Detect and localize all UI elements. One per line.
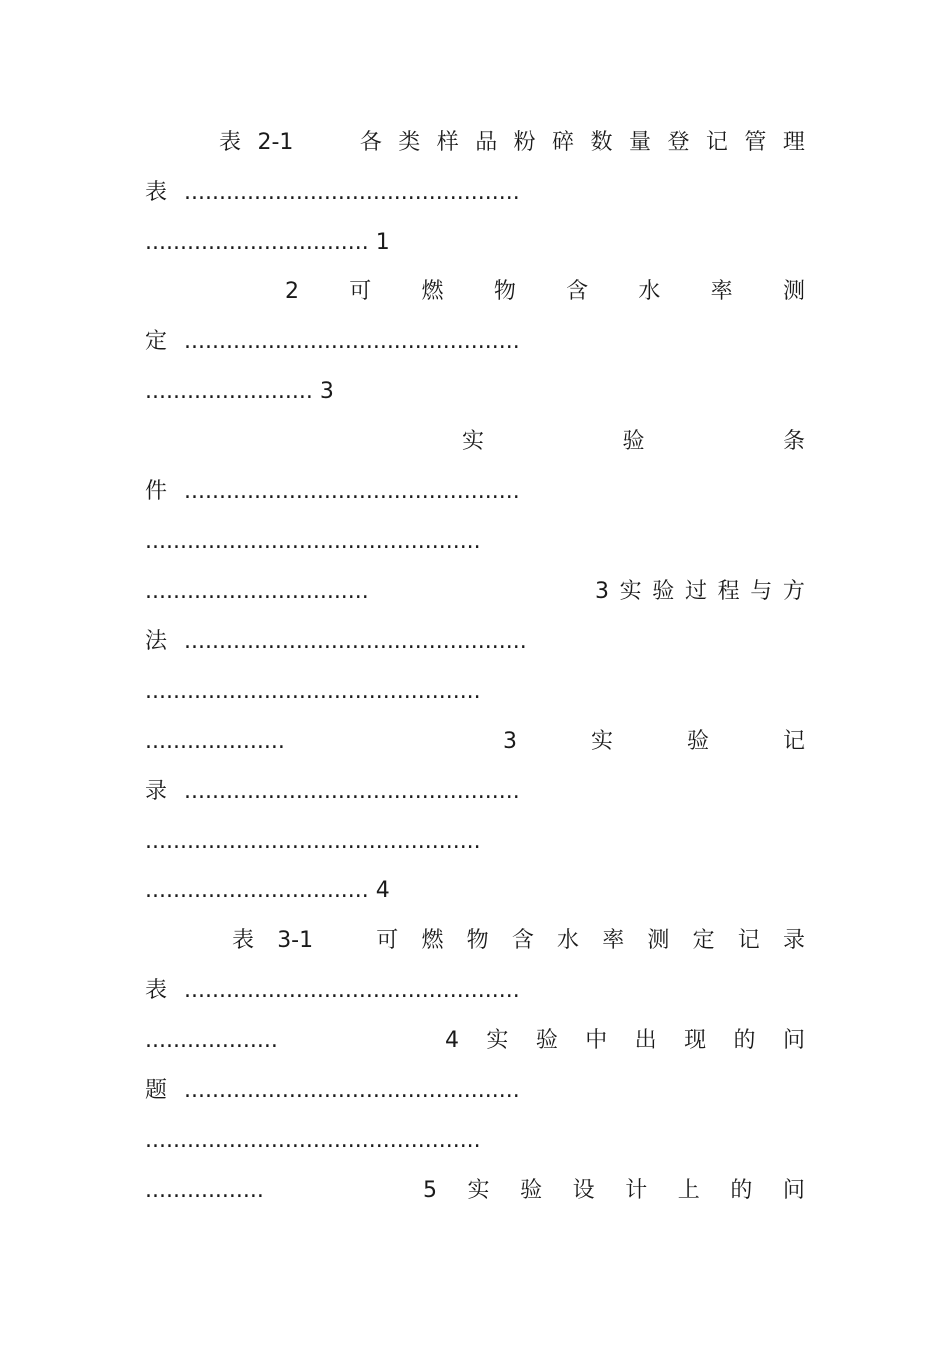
toc-text: 燃 [421,279,444,304]
toc-lead: 法 [145,629,168,654]
toc-leader-dots: ................. [145,1178,264,1203]
toc-text: 问 [782,1178,805,1203]
toc-text: 水 [638,279,661,304]
toc-text: 问 [782,1028,805,1053]
toc-text: 2 [285,279,299,304]
toc-leader-dots: ................................................ [145,529,481,554]
toc-line-16 [145,876,805,906]
toc-entry [423,1176,805,1206]
toc-text: 3-1 [277,928,314,953]
toc-text: 表 [219,130,242,155]
toc-text: 3 [595,579,609,604]
toc-text: 4 [445,1028,459,1053]
toc-text: 的 [730,1178,753,1203]
toc-line-5 [145,327,805,357]
toc-leader-dots: ................... [145,1028,278,1053]
toc-lead: 定 [145,329,168,354]
toc-leader-dots: ................................................ [145,829,481,854]
toc-leader-dots: ................................................ [184,1078,520,1103]
toc-entry [595,577,805,607]
toc-text: 中 [585,1028,608,1053]
toc-lead: 表 [145,180,168,205]
toc-text: 过 [684,579,707,604]
toc-line-18 [145,976,805,1006]
toc-line-9 [145,527,805,557]
toc-lead: 件 [145,479,168,504]
toc-line-13 [145,727,805,757]
toc-line-3 [145,228,805,258]
toc-text: 含 [511,928,534,953]
toc-line-20 [145,1076,805,1106]
toc-line-11 [145,627,805,657]
toc-text: 方 [782,579,805,604]
toc-text: 理 [782,130,805,155]
toc-text: 与 [750,579,773,604]
toc-text: 粉 [513,130,536,155]
toc-text: 验 [622,429,645,454]
toc-line-19 [145,1026,805,1056]
toc-text: 物 [493,279,516,304]
toc-text: 物 [466,928,489,953]
toc-lead: 录 [145,779,168,804]
toc-leader-dots: ................................................ [184,180,520,205]
toc-line-10 [145,577,805,607]
toc-line-12 [145,677,805,707]
toc-text: 实 [619,579,642,604]
toc-text: 设 [572,1178,595,1203]
toc-text: 程 [717,579,740,604]
toc-text: 率 [710,279,733,304]
toc-leader-dots: ................................ [145,230,369,255]
toc-page-number: 3 [319,379,334,404]
toc-leader-dots: .................... [145,729,285,754]
toc-text: 含 [566,279,589,304]
toc-line-22 [145,1176,805,1206]
toc-line-1 [219,128,805,158]
toc-leader-dots: ................................................ [184,479,520,504]
toc-leader-dots: ................................................. [184,629,527,654]
toc-text: 上 [677,1178,700,1203]
toc-line-8 [145,477,805,507]
toc-text: 的 [733,1028,756,1053]
toc-line-21 [145,1126,805,1156]
toc-leader-dots: ........................ [145,379,313,404]
toc-leader-dots: ................................ [145,878,369,903]
toc-text: 记 [782,729,805,754]
toc-text: 条 [782,429,805,454]
toc-text: 现 [684,1028,707,1053]
toc-text: 实 [486,1028,509,1053]
toc-line-2 [145,178,805,208]
toc-line-4 [285,277,805,307]
toc-text: 记 [705,130,728,155]
toc-line-14 [145,777,805,807]
toc-line-17 [232,926,805,956]
toc-leader-dots: ................................................ [145,679,481,704]
toc-text: 量 [629,130,652,155]
toc-entry [445,1026,805,1056]
toc-leader-dots: ................................ [145,579,369,604]
toc-text: 燃 [421,928,444,953]
toc-text: 录 [782,928,805,953]
toc-text: 各 [359,130,382,155]
toc-text: 实 [462,429,485,454]
toc-leader-dots: ................................................ [184,779,520,804]
toc-text: 水 [557,928,580,953]
toc-text: 2-1 [257,130,294,155]
toc-line-6 [145,377,805,407]
toc-text: 登 [667,130,690,155]
toc-text: 记 [737,928,760,953]
toc-lead: 题 [145,1078,168,1103]
toc-line-15 [145,827,805,857]
toc-text: 验 [686,729,709,754]
toc-text: 实 [467,1178,490,1203]
toc-text: 3 [503,729,517,754]
toc-text: 样 [436,130,459,155]
toc-text: 计 [625,1178,648,1203]
toc-text: 类 [398,130,421,155]
toc-text: 验 [652,579,675,604]
toc-text: 管 [744,130,767,155]
toc-text: 可 [376,928,399,953]
toc-leader-dots: ................................................ [184,978,520,1003]
toc-page-number: 1 [375,230,390,255]
toc-text: 验 [535,1028,558,1053]
toc-text: 实 [590,729,613,754]
toc-page-number: 4 [375,878,390,903]
toc-text: 验 [520,1178,543,1203]
toc-line-7 [462,427,805,457]
toc-text: 表 [232,928,255,953]
toc-text: 定 [692,928,715,953]
toc-text: 测 [782,279,805,304]
toc-lead: 表 [145,978,168,1003]
toc-text: 品 [475,130,498,155]
toc-text: 碎 [552,130,575,155]
toc-text: 率 [602,928,625,953]
toc-text: 数 [590,130,613,155]
toc-text: 5 [423,1178,437,1203]
toc-leader-dots: ................................................ [145,1128,481,1153]
toc-text: 测 [647,928,670,953]
toc-leader-dots: ................................................ [184,329,520,354]
toc-text: 出 [634,1028,657,1053]
toc-text: 可 [349,279,372,304]
toc-entry [503,727,805,757]
